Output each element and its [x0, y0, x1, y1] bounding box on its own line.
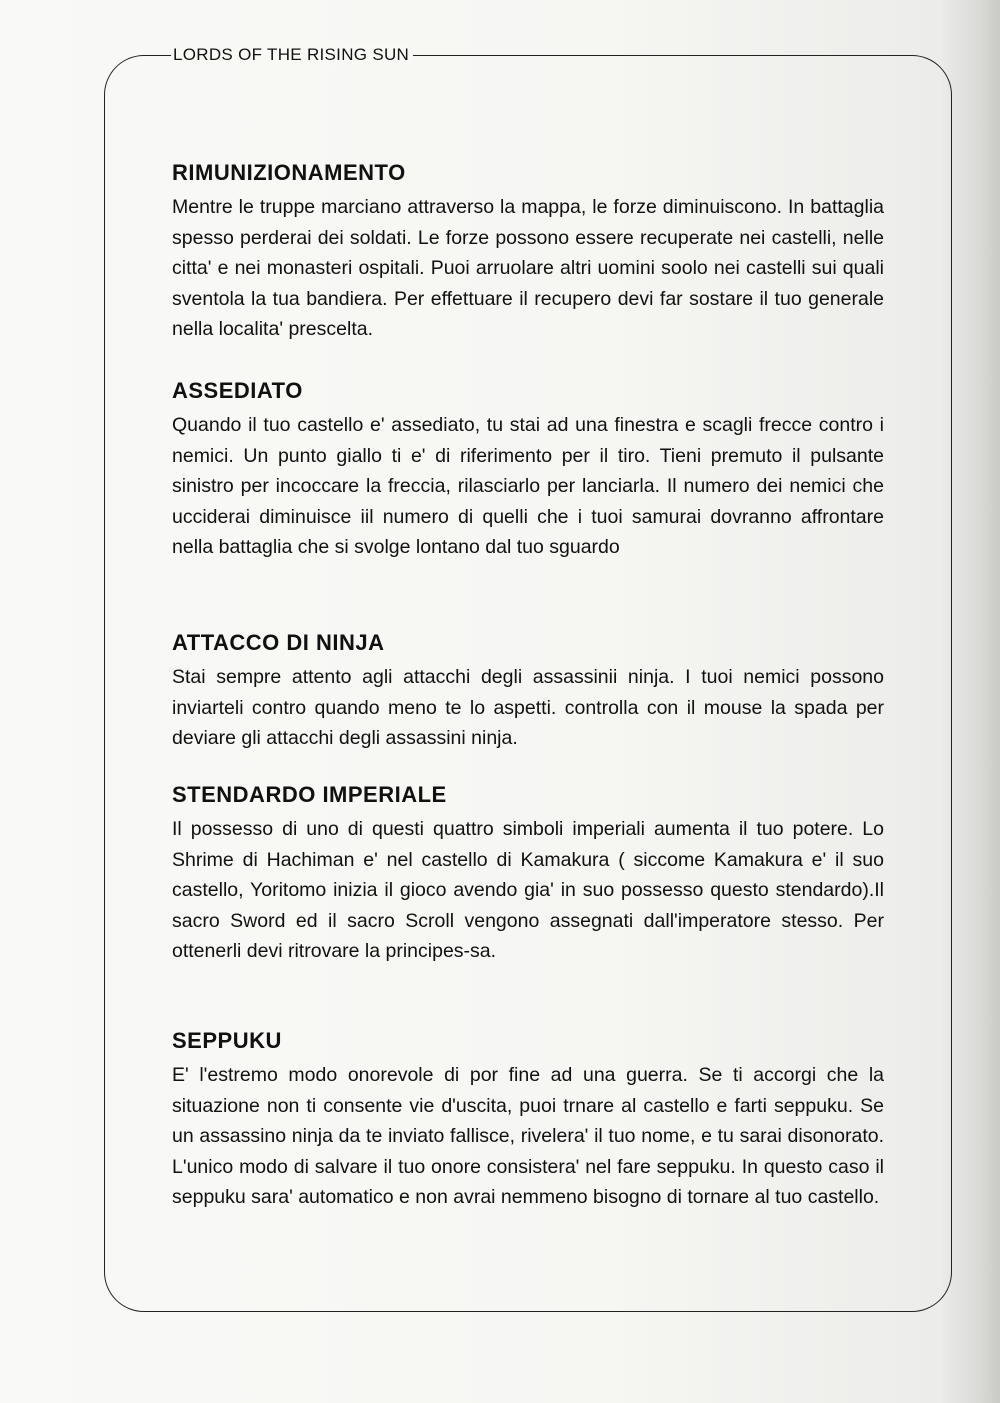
page-header-title: LORDS OF THE RISING SUN [171, 44, 413, 66]
section-paragraph: Il possesso di uno di questi quattro simboli imperiali aumenta il tuo potere. Lo Shrime di Hachiman e' nel castello di Kamakura ( siccome Kamakura e' il suo castello, Yoritomo inizia il gioco avendo gia' in suo possesso questo stendardo).Il sacro Sword ed il sacro Scroll vengono assegnati dall'imperatore stesso. Per ottenerli devi ritrovare la principes-sa. [172, 818, 884, 962]
section-paragraph: Quando il tuo castello e' assediato, tu stai ad una finestra e scagli frecce contro i nemici. Un punto giallo ti e' di riferimento per il tiro. Tieni premuto il pulsante sinistro per incoccare la freccia, rilasciarlo per lanciarla. Il numero dei nemici che ucciderai diminuisce iil numero di quelli che i tuoi samurai dovranno affrontare nella battaglia che si svolge lontano dal tuo sguardo [172, 414, 884, 558]
section-paragraph: Mentre le truppe marciano attraverso la mappa, le forze diminuiscono. In battaglia spesso perderai dei soldati. Le forze possono essere recuperate nei castelli, nelle citta' e nei monasteri ospitali. Puoi arruolare altri uomini soolo nei castelli sui quali sventola la tua bandiera. Per effettuare il recupero devi far sostare il tuo generale nella localita' prescelta. [172, 196, 884, 340]
section-rimunizionamento [172, 158, 884, 345]
section-heading: SEPPUKU [172, 1028, 282, 1053]
section-heading: ATTACCO DI NINJA [172, 630, 385, 655]
section-heading: RIMUNIZIONAMENTO [172, 160, 406, 185]
section-attacco-di-ninja [172, 628, 884, 754]
section-heading: ASSEDIATO [172, 378, 303, 403]
section-seppuku [172, 1026, 884, 1213]
section-heading: STENDARDO IMPERIALE [172, 782, 447, 807]
section-paragraph: E' l'estremo modo onorevole di por fine ad una guerra. Se ti accorgi che la situazione non ti consente vie d'uscita, puoi trnare al castello e farti seppuku. Se un assassino ninja da te inviato fallisce, rivelera' il tuo nome, e tu sarai disonorato. L'unico modo di salvare il tuo onore consistera' nel fare seppuku. In questo caso il seppuku sara' automatico e non avrai nemmeno bisogno di tornare al tuo castello. [172, 1064, 884, 1208]
section-stendardo-imperiale [172, 780, 884, 967]
section-paragraph: Stai sempre attento agli attacchi degli assassinii ninja. I tuoi nemici possono inviarteli contro quando meno te lo aspetti. controlla con il mouse la spada per deviare gli attacchi degli assassini ninja. [172, 666, 884, 749]
section-assediato [172, 376, 884, 563]
